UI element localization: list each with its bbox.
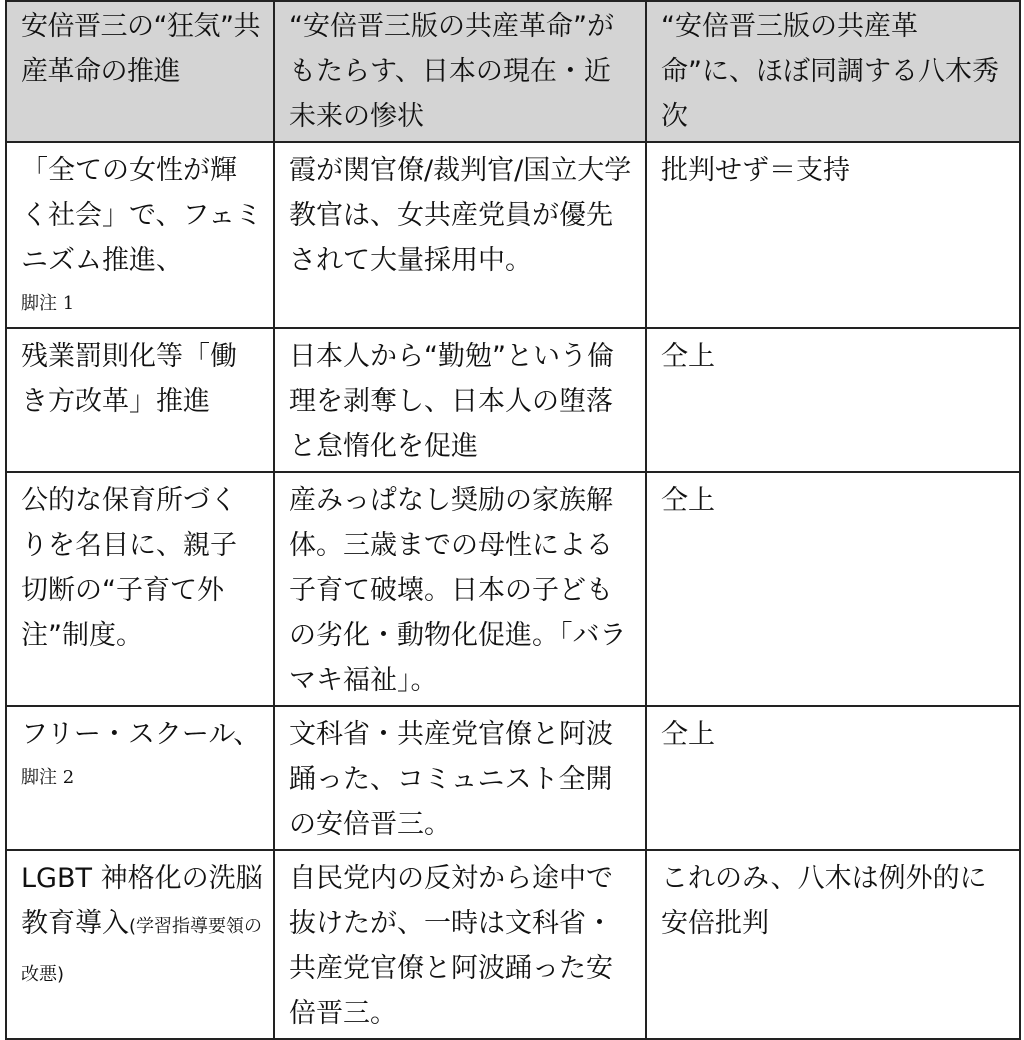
footnote-ref: 脚注 2	[21, 767, 75, 788]
policy-cell: 公的な保育所づくりを名目に、親子切断の“子育て外注”制度。	[6, 472, 274, 706]
consequence-cell: 霞が関官僚/裁判官/国立大学教官は、女共産党員が優先されて大量採用中。	[274, 142, 646, 328]
table-row	[6, 142, 1020, 328]
footnote-ref: 脚注 1	[21, 293, 75, 314]
yagi-stance-cell: これのみ、八木は例外的に安倍批判	[646, 850, 1020, 1039]
yagi-stance-cell: 仝上	[646, 472, 1020, 706]
policy-cell: 残業罰則化等「働き方改革」推進	[6, 328, 274, 472]
header-consequences: “安倍晋三版の共産革命”がもたらす、日本の現在・近未来の惨状	[274, 1, 646, 142]
consequence-cell: 日本人から“勤勉”という倫理を剥奪し、日本人の堕落と怠惰化を促進	[274, 328, 646, 472]
consequence-cell: 産みっぱなし奨励の家族解体。三歳までの母性による子育て破壊。日本の子どもの劣化・動物化促進。「バラマキ福祉」。	[274, 472, 646, 706]
policy-text: LGBT 神格化の洗脳教育導入	[21, 863, 263, 939]
header-abe-policy: 安倍晋三の“狂気”共産革命の推進	[6, 1, 274, 142]
table-row	[6, 850, 1020, 1039]
policy-cell	[6, 850, 274, 1039]
yagi-stance-cell: 仝上	[646, 328, 1020, 472]
yagi-stance-cell: 批判せず＝支持	[646, 142, 1020, 328]
policy-text: 「全ての女性が輝く社会」で、フェミニズム推進、	[21, 155, 263, 276]
header-yagi-stance: “安倍晋三版の共産革命”に、ほぼ同調する八木秀次	[646, 1, 1020, 142]
policy-cell	[6, 142, 274, 328]
consequence-cell: 自民党内の反対から途中で抜けたが、一時は文科省・共産党官僚と阿波踊った安倍晋三。	[274, 850, 646, 1039]
header-row	[6, 1, 1020, 142]
policy-parenthetical: (学習指導要領の改悪)	[21, 916, 263, 985]
table-row	[6, 472, 1020, 706]
comparison-table	[5, 0, 1021, 1040]
table-row	[6, 706, 1020, 850]
table-row	[6, 328, 1020, 472]
yagi-stance-cell: 仝上	[646, 706, 1020, 850]
policy-cell	[6, 706, 274, 850]
consequence-cell: 文科省・共産党官僚と阿波踊った、コミュニスト全開の安倍晋三。	[274, 706, 646, 850]
policy-text: フリー・スクール、	[21, 719, 261, 750]
